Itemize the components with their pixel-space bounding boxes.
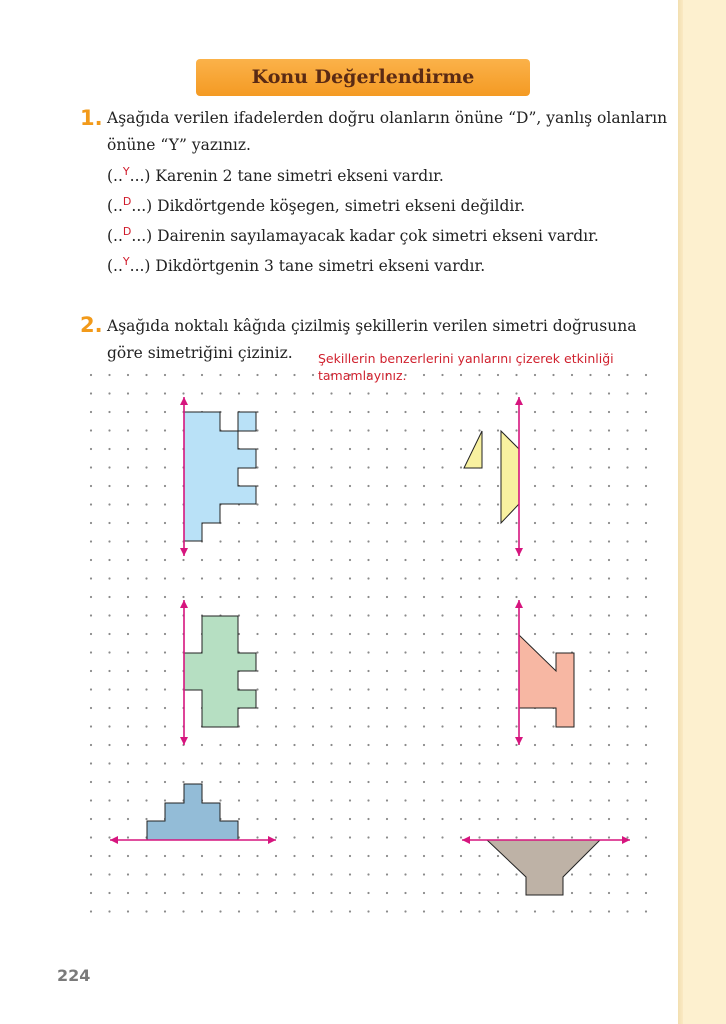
answer-4: Y <box>122 255 130 268</box>
shape-green <box>184 616 256 727</box>
statement-4-text: Dikdörtgenin 3 tane simetri ekseni vardır. <box>155 257 486 275</box>
teacher-note: Şekillerin benzerlerini yanlarını çizerek etkinliği tamamlayınız. <box>318 351 614 383</box>
statement-1-text: Karenin 2 tane simetri ekseni vardır. <box>155 167 444 185</box>
page-number: 224 <box>57 966 91 985</box>
shape-yellow-triangle <box>464 431 482 468</box>
shape-salmon <box>519 635 574 727</box>
statement-4: (..$^Y$...) Dikdörtgenin 3 tane simetri ekseni vardır. <box>107 255 486 275</box>
shape-yellow-quad <box>501 431 519 523</box>
answer-1: Y <box>122 165 130 178</box>
statement-2-text: Dikdörtgende köşegen, simetri ekseni değildir. <box>157 197 526 215</box>
question-2-text: Aşağıda noktalı kâğıda çizilmiş şekillerin verilen simetri doğrusuna göre simetriğini çiziniz. <box>107 317 637 362</box>
answer-3: D <box>122 225 132 238</box>
question-1-number: 1. <box>80 106 103 130</box>
statement-2: (..$^D$...) Dikdörtgende köşegen, simetri ekseni değildir. <box>107 195 526 215</box>
shape-blue <box>184 412 256 541</box>
answer-2: D <box>122 195 132 208</box>
statement-3: (..$^D$...) Dairenin sayılamayacak kadar çok simetri ekseni vardır. <box>107 225 599 245</box>
statement-1: (..$^Y$...) Karenin 2 tane simetri ekseni vardır. <box>107 165 444 185</box>
question-1-text: Aşağıda verilen ifadelerden doğru olanların önüne “D”, yanlış olanların önüne “Y” yazınız. <box>107 109 668 154</box>
section-title: Konu Değerlendirme <box>251 66 475 88</box>
shape-gray <box>487 840 600 895</box>
question-2-number: 2. <box>80 313 103 337</box>
statement-3-text: Dairenin sayılamayacak kadar çok simetri ekseni vardır. <box>157 227 599 245</box>
shape-steel-blue <box>147 784 238 840</box>
